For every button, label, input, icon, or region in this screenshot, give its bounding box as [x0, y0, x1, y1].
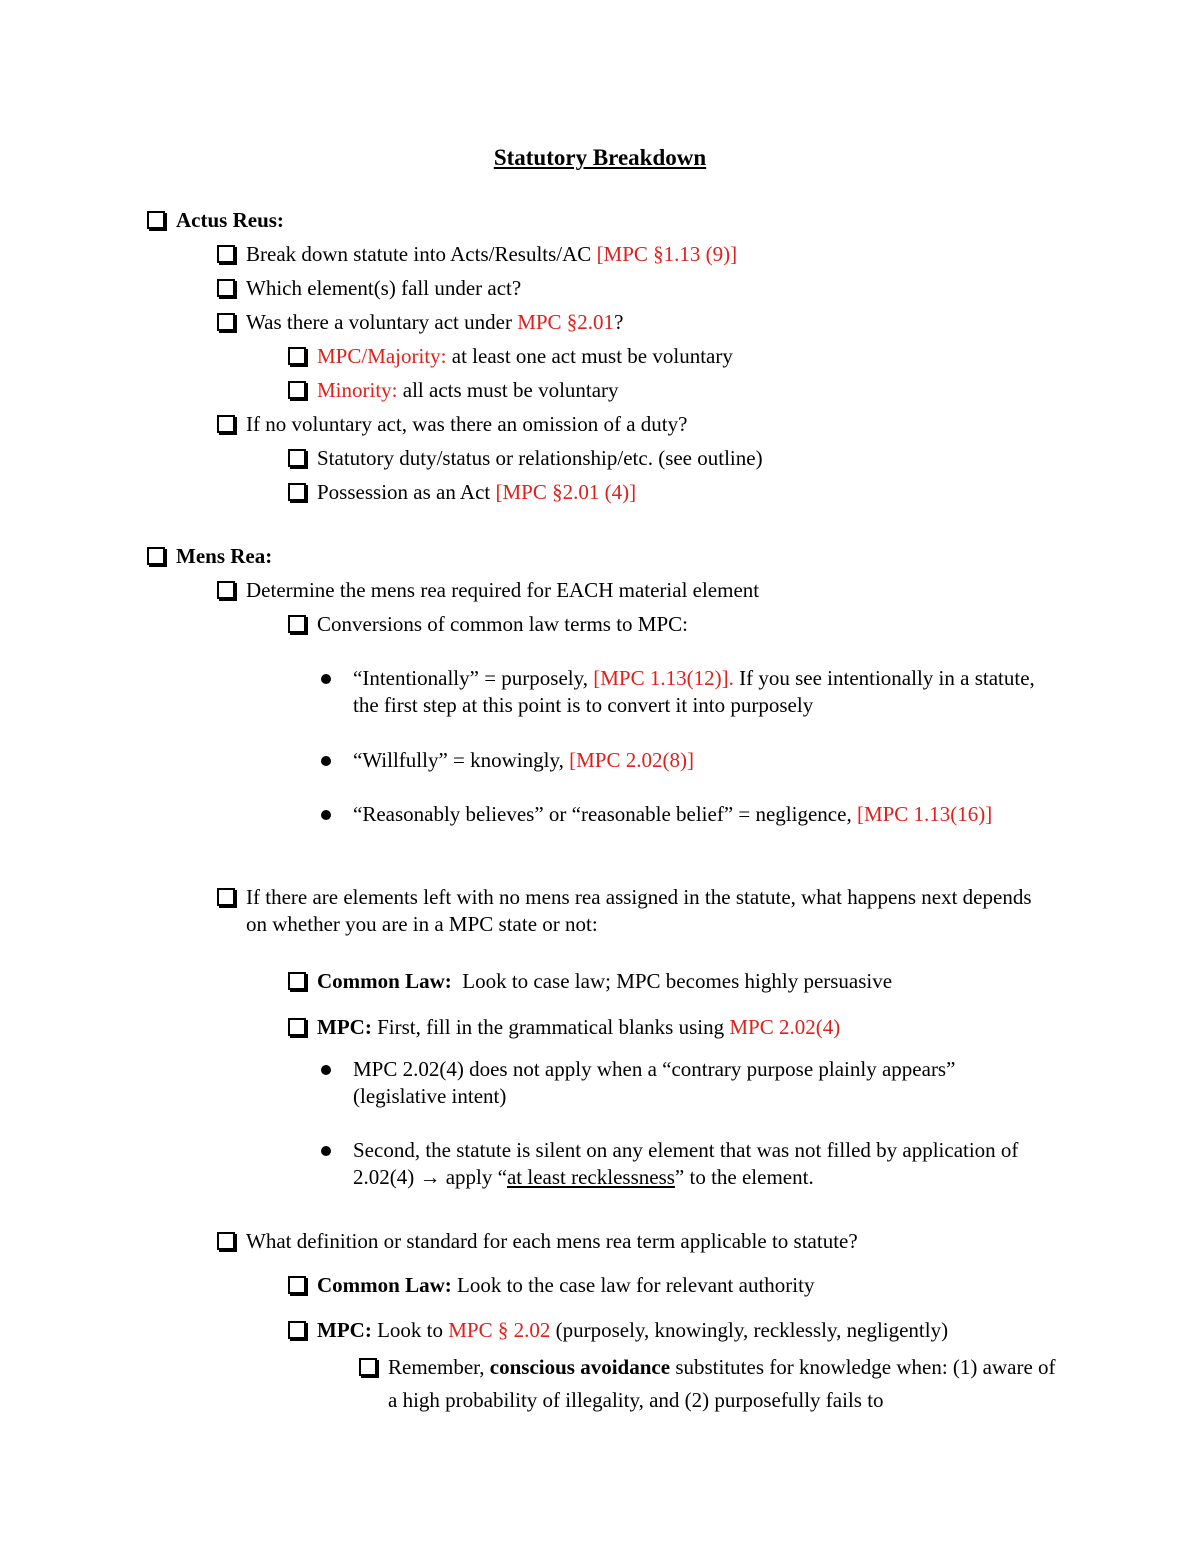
bullet-willfully	[353, 747, 694, 774]
actus-subitem-possession	[317, 479, 636, 506]
checkbox-icon[interactable]	[217, 888, 235, 906]
checkbox-icon[interactable]	[288, 381, 306, 399]
item-text: “Willfully” = knowingly,	[353, 748, 564, 772]
checkbox-icon[interactable]	[217, 581, 235, 599]
checkbox-icon[interactable]	[288, 449, 306, 467]
actus-subitem-majority	[317, 343, 733, 370]
checkbox-icon[interactable]	[217, 279, 235, 297]
bold-term: conscious avoidance	[489, 1355, 671, 1379]
item-text: Determine the mens rea required for EACH material element	[246, 578, 760, 602]
item-text: Remember,	[388, 1355, 485, 1379]
item-text: “Intentionally” = purposely,	[353, 666, 588, 690]
mens-subitem-conversions	[317, 611, 688, 638]
item-text: “Reasonably believes” or “reasonable belief” = negligence,	[353, 802, 852, 826]
citation: MPC § 2.02	[448, 1318, 551, 1342]
checkbox-icon[interactable]	[288, 1276, 306, 1294]
item-text: all acts must be voluntary	[402, 378, 619, 402]
mens-subitem-common-law-authority	[317, 1272, 814, 1299]
item-text: Look to	[377, 1318, 443, 1342]
checkbox-icon[interactable]	[147, 211, 165, 229]
item-text: If you see intentionally in a statute, the first step at this point is to convert it into purposely	[353, 666, 1035, 717]
item-text: substitutes for knowledge when: (1) aware of a high probability of illegality, and (2) purposefully fails to	[388, 1355, 1056, 1412]
bullet-icon	[321, 810, 331, 820]
checkbox-icon[interactable]	[288, 483, 306, 501]
item-text: Which element(s) fall under act?	[246, 276, 522, 300]
item-text: Break down statute into Acts/Results/AC	[246, 242, 592, 266]
checkbox-icon[interactable]	[359, 1358, 377, 1376]
item-text: Statutory duty/status or relationship/etc. (see outline)	[317, 446, 763, 470]
item-label: Common Law:	[317, 1273, 452, 1297]
item-text: Possession as an Act	[317, 480, 491, 504]
citation: MPC 2.02(4)	[729, 1015, 841, 1039]
bullet-icon	[321, 674, 331, 684]
mens-item-determine	[246, 577, 759, 604]
actus-subitem-minority	[317, 377, 619, 404]
item-text: What definition or standard for each mens rea term applicable to statute?	[246, 1229, 858, 1253]
bullet-icon	[321, 1146, 331, 1156]
item-text: ” to the element.	[674, 1165, 814, 1189]
mens-item-definition-standard	[246, 1228, 858, 1255]
checkbox-icon[interactable]	[288, 347, 306, 365]
checkbox-icon[interactable]	[217, 245, 235, 263]
bullet-second-silent	[353, 1137, 1043, 1191]
bullet-intentionally	[353, 665, 1063, 719]
punctuation: ?	[614, 310, 624, 334]
item-text: at least one act must be voluntary	[451, 344, 733, 368]
citation: [MPC 1.13(16)]	[856, 802, 993, 826]
actus-item-voluntary-act	[246, 309, 623, 336]
actus-reus-heading-item	[176, 207, 284, 234]
item-text: Conversions of common law terms to MPC:	[317, 612, 688, 636]
citation: MPC §2.01	[517, 310, 615, 334]
item-text: Look to case law; MPC becomes highly persuasive	[462, 969, 893, 993]
checkbox-icon[interactable]	[217, 1232, 235, 1250]
item-text: (purposely, knowingly, recklessly, negligently)	[555, 1318, 949, 1342]
item-text: Second, the statute is silent on any element that was not filled by application of 2.02(4) → apply “	[353, 1138, 1019, 1189]
mens-item-elements-left	[246, 884, 1056, 938]
item-text: If no voluntary act, was there an omission of a duty?	[246, 412, 688, 436]
checkbox-icon[interactable]	[288, 972, 306, 990]
item-label: MPC/Majority:	[317, 344, 447, 368]
actus-reus-heading: Actus Reus:	[176, 208, 284, 232]
mens-rea-heading-item	[176, 543, 272, 570]
bullet-contrary-purpose	[353, 1056, 1043, 1110]
citation: [MPC 2.02(8)]	[569, 748, 694, 772]
checkbox-icon[interactable]	[288, 1018, 306, 1036]
checkbox-icon[interactable]	[288, 1321, 306, 1339]
checkbox-icon[interactable]	[288, 615, 306, 633]
bullet-icon	[321, 1065, 331, 1075]
actus-item-which-element	[246, 275, 521, 302]
item-text: Was there a voluntary act under	[246, 310, 512, 334]
mens-subitem-mpc	[317, 1014, 840, 1041]
bullet-icon	[321, 756, 331, 766]
item-label: MPC:	[317, 1015, 372, 1039]
mens-subitem-mpc-202	[317, 1317, 948, 1344]
citation: [MPC §1.13 (9)]	[596, 242, 738, 266]
actus-subitem-statutory-duty	[317, 445, 763, 472]
mens-subitem-common-law	[317, 968, 892, 995]
citation: [MPC §2.01 (4)]	[495, 480, 637, 504]
actus-item-break-down	[246, 241, 737, 268]
item-text: First, fill in the grammatical blanks using	[377, 1015, 725, 1039]
item-text: If there are elements left with no mens rea assigned in the statute, what happens next depends on whether you are in a MPC state or not:	[246, 885, 1032, 936]
page-title: Statutory Breakdown	[493, 145, 707, 170]
mens-rea-heading: Mens Rea:	[176, 544, 273, 568]
item-label: MPC:	[317, 1318, 372, 1342]
checkbox-icon[interactable]	[147, 547, 165, 565]
mens-subitem-conscious-avoidance	[388, 1351, 1068, 1417]
checkbox-icon[interactable]	[217, 415, 235, 433]
underlined-text: at least recklessness	[506, 1165, 675, 1189]
item-text: Look to the case law for relevant authority	[457, 1273, 815, 1297]
actus-item-omission	[246, 411, 687, 438]
citation: [MPC 1.13(12)].	[593, 666, 734, 690]
bullet-reasonably-believes	[353, 801, 1003, 828]
checkbox-icon[interactable]	[217, 313, 235, 331]
item-label: Common Law:	[317, 969, 452, 993]
item-text: MPC 2.02(4) does not apply when a “contrary purpose plainly appears” (legislative intent)	[353, 1057, 956, 1108]
item-label: Minority:	[317, 378, 398, 402]
